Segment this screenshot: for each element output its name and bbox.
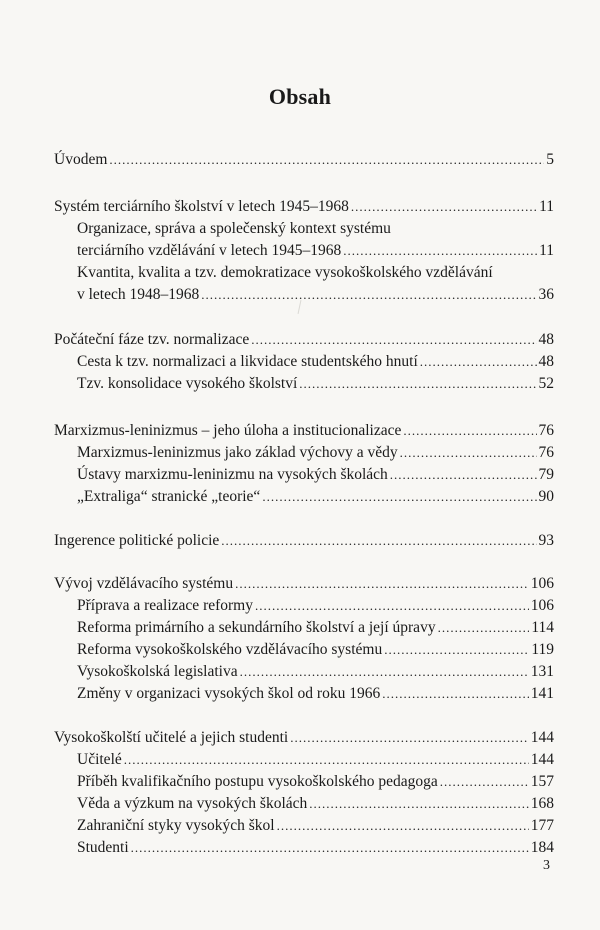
toc-entry-subchapter[interactable] [54, 262, 554, 306]
dot-leader [221, 530, 536, 552]
toc-entry-label: Marxizmus-leninizmus jako základ výchovy a vědy [77, 444, 398, 461]
toc-entry-page: 184 [530, 839, 554, 856]
toc-section [54, 329, 554, 395]
toc-entry-label: Ústavy marxizmu-leninizmu na vysokých školách [77, 466, 388, 483]
toc-entry-label: Systém terciárního školství v letech 1945–1968 [54, 198, 349, 215]
toc-entry-label: Tzv. konsolidace vysokého školství [77, 375, 298, 392]
dot-leader [290, 727, 529, 749]
toc-entry-page: 48 [538, 331, 554, 348]
toc-entry-label: Vysokoškolští učitelé a jejich studenti [54, 729, 289, 746]
toc-entry-label: Změny v organizaci vysokých škol od roku 1966 [77, 685, 381, 702]
toc-entry-page: 144 [530, 729, 554, 746]
toc-entry-subchapter[interactable] [54, 595, 554, 617]
toc-entry-chapter[interactable] [54, 573, 554, 595]
toc-entry-page: 36 [538, 286, 554, 303]
toc-entry-page: 106 [530, 575, 554, 592]
toc-entry-subchapter[interactable] [54, 639, 554, 661]
dot-leader [255, 595, 529, 617]
dot-leader [390, 464, 537, 486]
toc-entry-subchapter[interactable] [54, 837, 554, 859]
toc-entry-label: Zahraniční styky vysokých škol [77, 817, 275, 834]
dot-leader [235, 573, 529, 595]
dot-leader [343, 240, 537, 262]
toc-entry-page: 5 [546, 151, 554, 168]
toc-entry-label: Studenti [77, 839, 129, 856]
toc-entry-page: 48 [538, 353, 554, 370]
toc-entry-chapter[interactable] [54, 727, 554, 749]
toc-entry-page: 52 [538, 375, 554, 392]
toc-section [54, 149, 554, 171]
toc-entry-label: v letech 1948–1968 [77, 286, 200, 303]
toc-entry-chapter[interactable] [54, 196, 554, 218]
toc-entry-subchapter[interactable] [54, 661, 554, 683]
dot-leader [420, 351, 537, 373]
toc-entry-chapter[interactable] [54, 530, 554, 552]
toc-entry-label: Počáteční fáze tzv. normalizace [54, 331, 250, 348]
toc-entry-subchapter[interactable] [54, 793, 554, 815]
dot-leader [382, 683, 529, 705]
dot-leader [299, 373, 536, 395]
toc-entry-label: „Extraliga“ stranické „teorie“ [77, 488, 261, 505]
toc-entry-subchapter[interactable] [54, 351, 554, 373]
dot-leader [201, 284, 536, 306]
toc-entry-page: 90 [538, 488, 554, 505]
toc-entry-page: 141 [530, 685, 554, 702]
toc-entry-chapter[interactable] [54, 420, 554, 442]
toc-entry-label: Reforma primárního a sekundárního školství a její úpravy [77, 619, 436, 636]
dot-leader [109, 149, 544, 171]
toc-entry-subchapter[interactable] [54, 683, 554, 705]
dot-leader [131, 837, 529, 859]
toc-section [54, 530, 554, 552]
toc-entry-page: 11 [539, 198, 554, 215]
toc-entry-subchapter[interactable] [54, 749, 554, 771]
toc-entry-label: Úvodem [54, 151, 108, 168]
toc-entry-chapter[interactable] [54, 149, 554, 171]
dot-leader [240, 661, 529, 683]
toc-entry-label-line1: Organizace, správa a společenský kontext systému [77, 220, 391, 237]
dot-leader [124, 749, 529, 771]
toc-entry-label: Příběh kvalifikačního postupu vysokoškolského pedagoga [77, 773, 438, 790]
dot-leader [403, 420, 536, 442]
dot-leader [440, 771, 529, 793]
toc-entry-label: Cesta k tzv. normalizaci a likvidace studentského hnutí [77, 353, 418, 370]
toc-section [54, 420, 554, 508]
toc-entry-page: 119 [531, 641, 554, 658]
toc-entry-page: 76 [538, 422, 554, 439]
dot-leader [277, 815, 529, 837]
toc-entry-page: 144 [530, 751, 554, 768]
toc-entry-label-line1: Kvantita, kvalita a tzv. demokratizace vysokoškolského vzdělávání [77, 264, 493, 281]
page-number: 3 [543, 858, 550, 873]
page-title: Obsah [268, 84, 332, 109]
toc-entry-page: 157 [530, 773, 554, 790]
toc-entry-subchapter[interactable] [54, 373, 554, 395]
dot-leader [251, 329, 536, 351]
toc-entry-page: 114 [531, 619, 554, 636]
toc-entry-page: 168 [530, 795, 554, 812]
toc-entry-label: Příprava a realizace reformy [77, 597, 253, 614]
toc-entry-label: Vývoj vzdělávacího systému [54, 575, 234, 592]
toc-entry-label: terciárního vzdělávání v letech 1945–1968 [77, 242, 342, 259]
toc-entry-page: 79 [538, 466, 554, 483]
toc-entry-label: Věda a výzkum na vysokých školách [77, 795, 308, 812]
toc-section [54, 727, 554, 859]
toc-entry-page: 106 [530, 597, 554, 614]
dot-leader [400, 442, 537, 464]
toc-entry-label: Marxizmus-leninizmus – jeho úloha a institucionalizace [54, 422, 402, 439]
toc-entry-page: 11 [539, 242, 554, 259]
dot-leader [262, 486, 536, 508]
toc-entry-chapter[interactable] [54, 329, 554, 351]
dot-leader [384, 639, 529, 661]
toc-entry-subchapter[interactable] [54, 486, 554, 508]
toc-section [54, 196, 554, 306]
toc-entry-subchapter[interactable] [54, 617, 554, 639]
toc-entry-page: 131 [530, 663, 554, 680]
toc-entry-page: 177 [530, 817, 554, 834]
toc-entry-label: Reforma vysokoškolského vzdělávacího systému [77, 641, 383, 658]
toc-entry-label: Učitelé [77, 751, 122, 768]
toc-entry-page: 76 [538, 444, 554, 461]
dot-leader [309, 793, 528, 815]
toc-entry-label: Ingerence politické policie [54, 532, 220, 549]
toc-entry-subchapter[interactable] [54, 442, 554, 464]
toc-entry-subchapter[interactable] [54, 815, 554, 837]
dot-leader [438, 617, 530, 639]
toc-section [54, 573, 554, 705]
toc-entry-subchapter[interactable] [54, 218, 554, 262]
toc-entry-subchapter[interactable] [54, 771, 554, 793]
toc-entry-page: 93 [538, 532, 554, 549]
toc-entry-subchapter[interactable] [54, 464, 554, 486]
table-of-contents [54, 149, 554, 884]
dot-leader [351, 196, 537, 218]
toc-entry-label: Vysokoškolská legislativa [77, 663, 238, 680]
